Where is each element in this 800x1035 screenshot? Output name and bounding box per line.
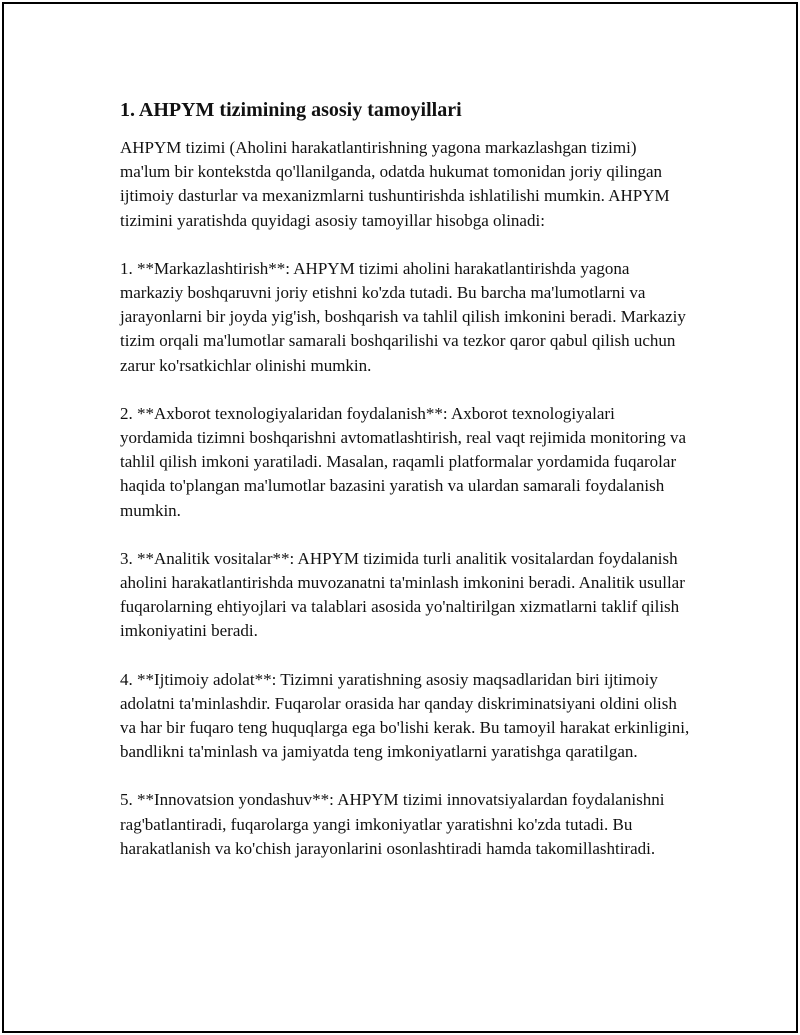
principle-information-technology: 2. **Axborot texnologiyalaridan foydalanish**: Axborot texnologiyalari yordamida tizimni boshqarishni avtomatlashtirish, real vaqt rejimida monitoring va tahlil qilish imkoni yaratiladi. Masalan, raqamli platformalar yordamida fuqarolar haqida to'plangan ma'lumotlar bazasini yaratish va ulardan samarali foydalanish mumkin.: [120, 403, 687, 520]
principle-centralization: 1. **Markazlashtirish**: AHPYM tizimi aholini harakatlantirishda yagona markaziy boshqaruvni joriy etishni ko'zda tutadi. Bu barcha ma'lumotlarni va jarayonlarni bir joyda yig'ish, boshqarish va tahlil qilish imkonini beradi. Markaziy tizim orqali ma'lumotlar samarali boshqarilishi va tezkor qaror qabul qilish uchun zarur ko'rsatkichlar olinishi mumkin.: [120, 258, 686, 375]
document-title: 1. AHPYM tizimining asosiy tamoyillari: [120, 99, 462, 121]
intro-paragraph: AHPYM tizimi (Aholini harakatlantirishning yagona markazlashgan tizimi) ma'lum bir kontekstda qo'llanilganda, odatda hukumat tomonidan joriy qilingan ijtimoiy dasturlar va mexanizmlarni tushuntirishda ishlatilishi mumkin. AHPYM tizimini yaratishda quyidagi asosiy tamoyillar hisobga olinadi:: [120, 138, 670, 230]
document-body: [120, 96, 690, 885]
principle-innovative-approach: 5. **Innovatsion yondashuv**: AHPYM tizimi innovatsiyalardan foydalanishni rag'batlantiradi, fuqarolarga yangi imkoniyatlar yaratishni ko'zda tutadi. Bu harakatlanish va ko'chish jarayonlarini osonlashtiradi hamda takomillashtiradi.: [120, 790, 665, 858]
principle-social-justice: 4. **Ijtimoiy adolat**: Tizimni yaratishning asosiy maqsadlaridan biri ijtimoiy adolatni ta'minlashdir. Fuqarolar orasida har qanday diskriminatsiyani oldini olish va har bir fuqaro teng huquqlarga ega bo'lishi kerak. Bu tamoyil harakat erkinligini, bandlikni ta'minlash va jamiyatda teng imkoniyatlarni yaratishga qaratilgan.: [120, 669, 690, 762]
document-page: [2, 2, 798, 1033]
principle-analytical-tools: 3. **Analitik vositalar**: AHPYM tizimida turli analitik vositalardan foydalanish aholini harakatlantirishda muvozanatni ta'minlash imkonini beradi. Analitik usullar fuqarolarning ehtiyojlari va talablari asosida yo'naltirilgan xizmatlarni taklif qilish imkoniyatini beradi.: [120, 548, 685, 641]
